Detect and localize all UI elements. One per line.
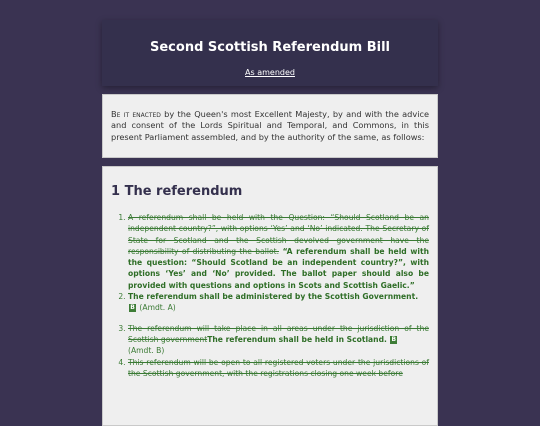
deleted-text: The referendum will take place in all areas under the jurisdiction of the Scottish government xyxy=(128,323,429,344)
preamble xyxy=(102,94,438,158)
as-amended-link[interactable]: As amended xyxy=(245,68,295,77)
enacting-words: Be it enacted xyxy=(111,109,161,119)
clause-3 xyxy=(128,323,429,357)
preamble-text: by the Queen's most Excellent Majesty, by and with the advice and consent of the Lords Spiritual and Temporal, and Commons, in this present Parliament assembled, and by the authority of the same, as follows: xyxy=(111,109,430,142)
bill-title: Second Scottish Referendum Bill xyxy=(150,40,390,55)
bill-header xyxy=(102,20,438,86)
spacer xyxy=(128,314,429,323)
amendment-ref: (Amdt. A) xyxy=(139,303,176,313)
amendment-ref: (Amdt. B) xyxy=(128,346,165,356)
clause-list xyxy=(111,212,429,379)
inserted-text: “A referendum shall be held with the question: “Should Scotland be an independent country?”, with options ‘Yes’ and ‘No’ provided. The ballot paper should also be provided with questions and options in Scots and Scottish Gaelic.” xyxy=(128,246,429,290)
inserted-text: The referendum shall be held in Scotland. xyxy=(207,334,387,344)
deleted-text: A referendum shall be held with the Question: “Should Scotland be an independent country?”, with options ‘Yes’ and ‘No’ indicated. The Secretary of State for Scotland and the Scottish devolved government have the responsibility of distributing the ballot. xyxy=(128,213,429,256)
deleted-text: This referendum will be open to all registered voters under the jurisdictions of the Scottish government, with the registrations closing one week before xyxy=(128,357,429,378)
section-panel xyxy=(102,166,438,426)
clause-2 xyxy=(128,291,429,314)
clause-4 xyxy=(128,357,429,380)
inserted-text: The referendum shall be administered by the Scottish Government. xyxy=(128,292,419,302)
amendment-badge[interactable]: B xyxy=(130,304,135,312)
section-heading: 1 The referendum xyxy=(111,184,243,199)
clause-1 xyxy=(128,212,429,291)
amendment-badge[interactable]: B xyxy=(391,335,397,343)
